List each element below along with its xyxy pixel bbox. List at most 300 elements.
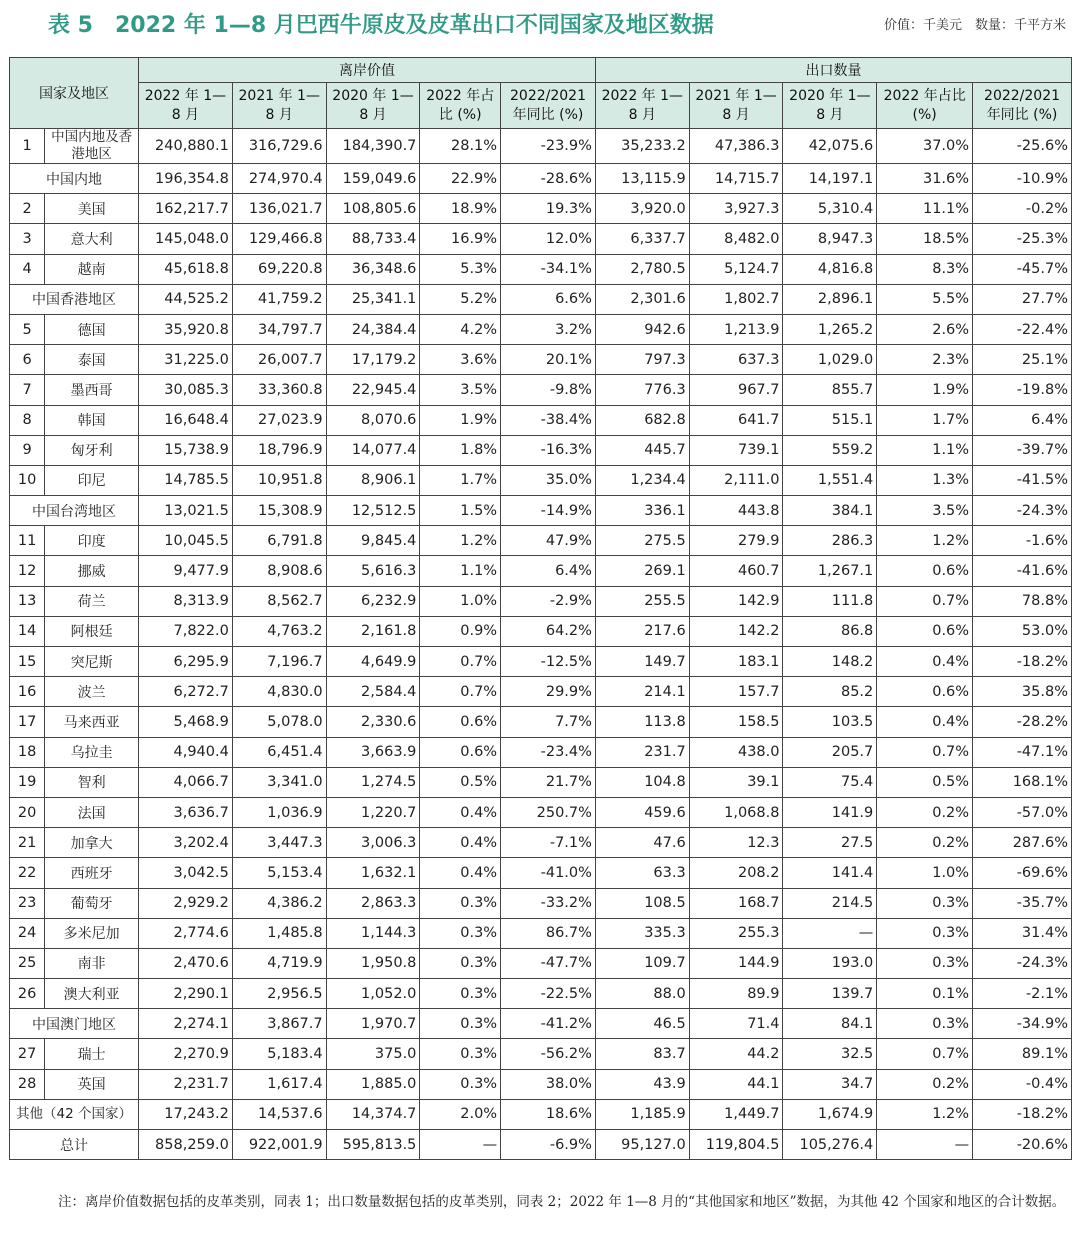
qty-cell: -45.7% [973,254,1072,284]
value-cell: 8,908.6 [232,556,326,586]
value-cell: 5,616.3 [326,556,420,586]
qty-cell: 1,185.9 [595,1099,689,1129]
row-index: 14 [10,616,45,646]
region-name: 葡萄牙 [45,888,139,918]
value-cell: 2,470.6 [139,948,233,978]
export-data-table [9,57,1072,1160]
region-name: 美国 [45,194,139,224]
value-col-header: 2022 年 1—8 月 [139,83,233,129]
value-cell: 7.7% [501,707,596,737]
value-cell: -9.8% [501,375,596,405]
value-cell: 6.6% [501,284,596,314]
value-cell: 0.7% [420,647,501,677]
qty-cell: 1,213.9 [689,314,783,344]
row-index: 6 [10,345,45,375]
value-cell: 2.0% [420,1099,501,1129]
row-index: 2 [10,194,45,224]
qty-cell: 11.1% [877,194,973,224]
qty-cell: 1,234.4 [595,465,689,495]
qty-cell: 86.8 [783,616,877,646]
value-cell: 1.1% [420,556,501,586]
value-cell: 15,308.9 [232,496,326,526]
qty-cell: 148.2 [783,647,877,677]
region-header: 国家及地区 [10,58,139,129]
row-index: 3 [10,224,45,254]
qty-cell: 967.7 [689,375,783,405]
value-cell: 20.1% [501,345,596,375]
value-cell: 33,360.8 [232,375,326,405]
qty-cell: 43.9 [595,1069,689,1099]
row-index: 19 [10,767,45,797]
qty-cell: 2.6% [877,314,973,344]
value-cell: 5,468.9 [139,707,233,737]
value-cell: 12.0% [501,224,596,254]
value-cell: -6.9% [501,1130,596,1160]
region-name: 波兰 [45,677,139,707]
region-name: 意大利 [45,224,139,254]
table-row [10,1009,1072,1039]
qty-cell: 35,233.2 [595,129,689,164]
value-cell: 4,830.0 [232,677,326,707]
region-name: 越南 [45,254,139,284]
qty-cell: 5,310.4 [783,194,877,224]
row-index: 25 [10,948,45,978]
value-cell: 10,951.8 [232,465,326,495]
value-cell: 1.2% [420,526,501,556]
value-cell: 316,729.6 [232,129,326,164]
value-cell: 16.9% [420,224,501,254]
qty-cell: 1.2% [877,1099,973,1129]
value-cell: -41.0% [501,858,596,888]
qty-col-header: 2022/2021 年同比 (%) [973,83,1072,129]
value-cell: 7,822.0 [139,616,233,646]
table-row [10,767,1072,797]
qty-cell: 1.0% [877,858,973,888]
value-cell: 28.1% [420,129,501,164]
qty-cell: 208.2 [689,858,783,888]
value-cell: 1,950.8 [326,948,420,978]
qty-cell: 71.4 [689,1009,783,1039]
value-cell: 1,885.0 [326,1069,420,1099]
value-cell: 4,649.9 [326,647,420,677]
table-row [10,314,1072,344]
qty-cell: 1,802.7 [689,284,783,314]
qty-cell: 776.3 [595,375,689,405]
region-name: 中国香港地区 [10,284,139,314]
qty-cell: 0.7% [877,1039,973,1069]
qty-cell: 34.7 [783,1069,877,1099]
table-row [10,556,1072,586]
value-cell: 5,078.0 [232,707,326,737]
qty-cell: 78.8% [973,586,1072,616]
value-cell: -16.3% [501,435,596,465]
table-body [10,129,1072,1160]
value-cell: 0.5% [420,767,501,797]
value-cell: 0.4% [420,828,501,858]
qty-cell: 27.5 [783,828,877,858]
qty-cell: 119,804.5 [689,1130,783,1160]
qty-cell: 286.3 [783,526,877,556]
qty-cell: 104.8 [595,767,689,797]
region-name: 南非 [45,948,139,978]
qty-cell: 6.4% [973,405,1072,435]
table-title: 表 5 2022 年 1—8 月巴西牛原皮及皮革出口不同国家及地区数据 [48,13,714,38]
table-row [10,647,1072,677]
qty-cell: 275.5 [595,526,689,556]
qty-cell: 139.7 [783,979,877,1009]
qty-cell: 32.5 [783,1039,877,1069]
qty-cell: 109.7 [595,948,689,978]
value-cell: 0.3% [420,1009,501,1039]
qty-cell: 1,551.4 [783,465,877,495]
qty-cell: 142.2 [689,616,783,646]
region-name: 多米尼加 [45,918,139,948]
qty-col-header: 2021 年 1—8 月 [689,83,783,129]
value-cell: 9,845.4 [326,526,420,556]
value-cell: 3,341.0 [232,767,326,797]
qty-cell: 89.1% [973,1039,1072,1069]
qty-cell: 141.9 [783,797,877,827]
qty-cell: 1,674.9 [783,1099,877,1129]
qty-cell: 0.2% [877,1069,973,1099]
row-index: 26 [10,979,45,1009]
qty-cell: 2,301.6 [595,284,689,314]
value-cell: 1,970.7 [326,1009,420,1039]
qty-cell: 149.7 [595,647,689,677]
value-cell: 5,183.4 [232,1039,326,1069]
region-name: 总计 [10,1130,139,1160]
value-cell: 14,374.7 [326,1099,420,1129]
value-cell: 30,085.3 [139,375,233,405]
value-cell: 27,023.9 [232,405,326,435]
value-cell: -7.1% [501,828,596,858]
row-index: 12 [10,556,45,586]
value-cell: 4,763.2 [232,616,326,646]
value-cell: 24,384.4 [326,314,420,344]
qty-cell: 336.1 [595,496,689,526]
value-cell: 38.0% [501,1069,596,1099]
value-cell: 1.7% [420,465,501,495]
value-col-header: 2020 年 1—8 月 [326,83,420,129]
qty-cell: 63.3 [595,858,689,888]
region-name: 中国台湾地区 [10,496,139,526]
value-cell: 14,785.5 [139,465,233,495]
row-index: 10 [10,465,45,495]
qty-cell: -22.4% [973,314,1072,344]
table-row [10,345,1072,375]
qty-cell: 384.1 [783,496,877,526]
qty-cell: 14,715.7 [689,164,783,194]
region-name: 阿根廷 [45,616,139,646]
table-row [10,677,1072,707]
qty-cell: 287.6% [973,828,1072,858]
value-cell: 0.3% [420,888,501,918]
value-cell: 250.7% [501,797,596,827]
value-cell: 0.3% [420,979,501,1009]
row-index: 17 [10,707,45,737]
value-cell: 5.3% [420,254,501,284]
value-cell: 19.3% [501,194,596,224]
region-name: 中国内地及香港地区 [45,129,139,164]
value-cell: 21.7% [501,767,596,797]
qty-cell: 2,780.5 [595,254,689,284]
value-cell: 1.8% [420,435,501,465]
value-cell: -41.2% [501,1009,596,1039]
value-cell: 3,042.5 [139,858,233,888]
value-cell: 1.5% [420,496,501,526]
qty-cell: 0.6% [877,677,973,707]
value-cell: -23.9% [501,129,596,164]
value-cell: 10,045.5 [139,526,233,556]
value-cell: 3.2% [501,314,596,344]
value-cell: 88,733.4 [326,224,420,254]
qty-cell: 797.3 [595,345,689,375]
qty-col-header: 2022 年占比 (%) [877,83,973,129]
qty-cell: 0.7% [877,586,973,616]
region-name: 法国 [45,797,139,827]
value-cell: -14.9% [501,496,596,526]
qty-cell: 35.8% [973,677,1072,707]
value-cell: 108,805.6 [326,194,420,224]
value-cell: 145,048.0 [139,224,233,254]
qty-cell: -2.1% [973,979,1072,1009]
qty-cell: -24.3% [973,948,1072,978]
value-cell: 15,738.9 [139,435,233,465]
value-cell: 36,348.6 [326,254,420,284]
qty-cell: 75.4 [783,767,877,797]
value-cell: 3,663.9 [326,737,420,767]
value-cell: 2,231.7 [139,1069,233,1099]
value-cell: 0.3% [420,918,501,948]
table-row [10,496,1072,526]
value-col-header: 2022/2021 年同比 (%) [501,83,596,129]
qty-cell: 89.9 [689,979,783,1009]
qty-cell: 42,075.6 [783,129,877,164]
qty-cell: 103.5 [783,707,877,737]
qty-cell: 1,267.1 [783,556,877,586]
value-cell: 3,867.7 [232,1009,326,1039]
value-cell: 4.2% [420,314,501,344]
value-cell: -28.6% [501,164,596,194]
value-cell: 12,512.5 [326,496,420,526]
value-cell: 0.4% [420,797,501,827]
value-cell: 2,863.3 [326,888,420,918]
table-row [10,224,1072,254]
value-cell: 2,290.1 [139,979,233,1009]
qty-cell: 335.3 [595,918,689,948]
value-cell: 2,774.6 [139,918,233,948]
qty-cell: 2.3% [877,345,973,375]
table-row [10,435,1072,465]
qty-cell: 438.0 [689,737,783,767]
qty-cell: 1.3% [877,465,973,495]
region-name: 中国内地 [10,164,139,194]
qty-cell: 1.7% [877,405,973,435]
value-cell: 22.9% [420,164,501,194]
qty-cell: 105,276.4 [783,1130,877,1160]
region-name: 智利 [45,767,139,797]
value-cell: 8,906.1 [326,465,420,495]
table-row [10,707,1072,737]
value-cell: 2,584.4 [326,677,420,707]
value-cell: 4,386.2 [232,888,326,918]
value-cell: 64.2% [501,616,596,646]
value-cell: -34.1% [501,254,596,284]
value-cell: 18,796.9 [232,435,326,465]
region-name: 英国 [45,1069,139,1099]
qty-cell: 5.5% [877,284,973,314]
qty-cell: -34.9% [973,1009,1072,1039]
qty-cell: 0.4% [877,647,973,677]
qty-cell: 5,124.7 [689,254,783,284]
value-cell: 22,945.4 [326,375,420,405]
value-cell: 16,648.4 [139,405,233,435]
qty-cell: 3.5% [877,496,973,526]
qty-cell: 141.4 [783,858,877,888]
row-index: 9 [10,435,45,465]
table-row [10,405,1072,435]
value-cell: 69,220.8 [232,254,326,284]
value-cell: 4,940.4 [139,737,233,767]
table-row [10,918,1072,948]
row-index: 24 [10,918,45,948]
qty-cell: 0.1% [877,979,973,1009]
row-index: 8 [10,405,45,435]
value-cell: 1,274.5 [326,767,420,797]
value-cell: 25,341.1 [326,284,420,314]
region-name: 马来西亚 [45,707,139,737]
value-cell: 3.5% [420,375,501,405]
qty-cell: 3,920.0 [595,194,689,224]
value-cell: 3.6% [420,345,501,375]
qty-cell: 142.9 [689,586,783,616]
value-cell: 136,021.7 [232,194,326,224]
qty-cell: 0.6% [877,556,973,586]
qty-cell: 27.7% [973,284,1072,314]
qty-cell: 85.2 [783,677,877,707]
value-cell: 2,956.5 [232,979,326,1009]
table-row [10,797,1072,827]
qty-cell: 231.7 [595,737,689,767]
region-name: 泰国 [45,345,139,375]
qty-cell: 1.1% [877,435,973,465]
value-cell: -56.2% [501,1039,596,1069]
region-name: 挪威 [45,556,139,586]
value-cell: 595,813.5 [326,1130,420,1160]
qty-cell: 18.5% [877,224,973,254]
qty-cell: 13,115.9 [595,164,689,194]
qty-cell: 255.5 [595,586,689,616]
qty-cell: 637.3 [689,345,783,375]
region-name: 乌拉圭 [45,737,139,767]
value-cell: 0.6% [420,737,501,767]
qty-cell: -25.6% [973,129,1072,164]
value-cell: 0.3% [420,948,501,978]
qty-cell: 739.1 [689,435,783,465]
value-cell: 1,036.9 [232,797,326,827]
table-row [10,1039,1072,1069]
value-cell: 1,617.4 [232,1069,326,1099]
qty-cell: 83.7 [595,1039,689,1069]
row-index: 5 [10,314,45,344]
qty-cell: 46.5 [595,1009,689,1039]
qty-cell: 108.5 [595,888,689,918]
qty-cell: 158.5 [689,707,783,737]
region-name: 加拿大 [45,828,139,858]
value-cell: 3,636.7 [139,797,233,827]
table-row [10,888,1072,918]
table-row [10,616,1072,646]
row-index: 22 [10,858,45,888]
qty-cell: 47,386.3 [689,129,783,164]
table-row [10,948,1072,978]
value-cell: 1,052.0 [326,979,420,1009]
value-cell: -23.4% [501,737,596,767]
qty-cell: 459.6 [595,797,689,827]
qty-cell: 3,927.3 [689,194,783,224]
row-index: 27 [10,1039,45,1069]
value-cell: 2,274.1 [139,1009,233,1039]
value-cell: 1,632.1 [326,858,420,888]
qty-cell: -10.9% [973,164,1072,194]
region-name: 印尼 [45,465,139,495]
value-col-header: 2022 年占比 (%) [420,83,501,129]
value-cell: -38.4% [501,405,596,435]
qty-cell: 31.6% [877,164,973,194]
qty-cell: 0.4% [877,707,973,737]
value-cell: 8,313.9 [139,586,233,616]
value-cell: -2.9% [501,586,596,616]
qty-col-header: 2022 年 1—8 月 [595,83,689,129]
qty-cell: 0.3% [877,888,973,918]
value-cell: 0.3% [420,1069,501,1099]
qty-cell: -39.7% [973,435,1072,465]
value-cell: 45,618.8 [139,254,233,284]
qty-cell: 31.4% [973,918,1072,948]
value-cell: 0.6% [420,707,501,737]
table-row [10,858,1072,888]
qty-cell: 84.1 [783,1009,877,1039]
value-cell: 6,232.9 [326,586,420,616]
qty-cell: -69.6% [973,858,1072,888]
value-cell: 922,001.9 [232,1130,326,1160]
qty-cell: -18.2% [973,1099,1072,1129]
qty-cell: 47.6 [595,828,689,858]
value-cell: 26,007.7 [232,345,326,375]
region-name: 瑞士 [45,1039,139,1069]
value-cell: — [420,1130,501,1160]
qty-cell: 855.7 [783,375,877,405]
table-row [10,254,1072,284]
qty-cell: 111.8 [783,586,877,616]
table-row [10,284,1072,314]
region-name: 突尼斯 [45,647,139,677]
value-cell: 1,220.7 [326,797,420,827]
region-name: 西班牙 [45,858,139,888]
value-cell: 3,447.3 [232,828,326,858]
qty-cell: -35.7% [973,888,1072,918]
qty-cell: 168.7 [689,888,783,918]
qty-cell: 0.3% [877,1009,973,1039]
value-cell: 184,390.7 [326,129,420,164]
value-cell: 6,451.4 [232,737,326,767]
qty-cell: 214.5 [783,888,877,918]
value-cell: 14,537.6 [232,1099,326,1129]
value-cell: 0.4% [420,858,501,888]
qty-cell: 144.9 [689,948,783,978]
qty-cell: 157.7 [689,677,783,707]
region-name: 中国澳门地区 [10,1009,139,1039]
